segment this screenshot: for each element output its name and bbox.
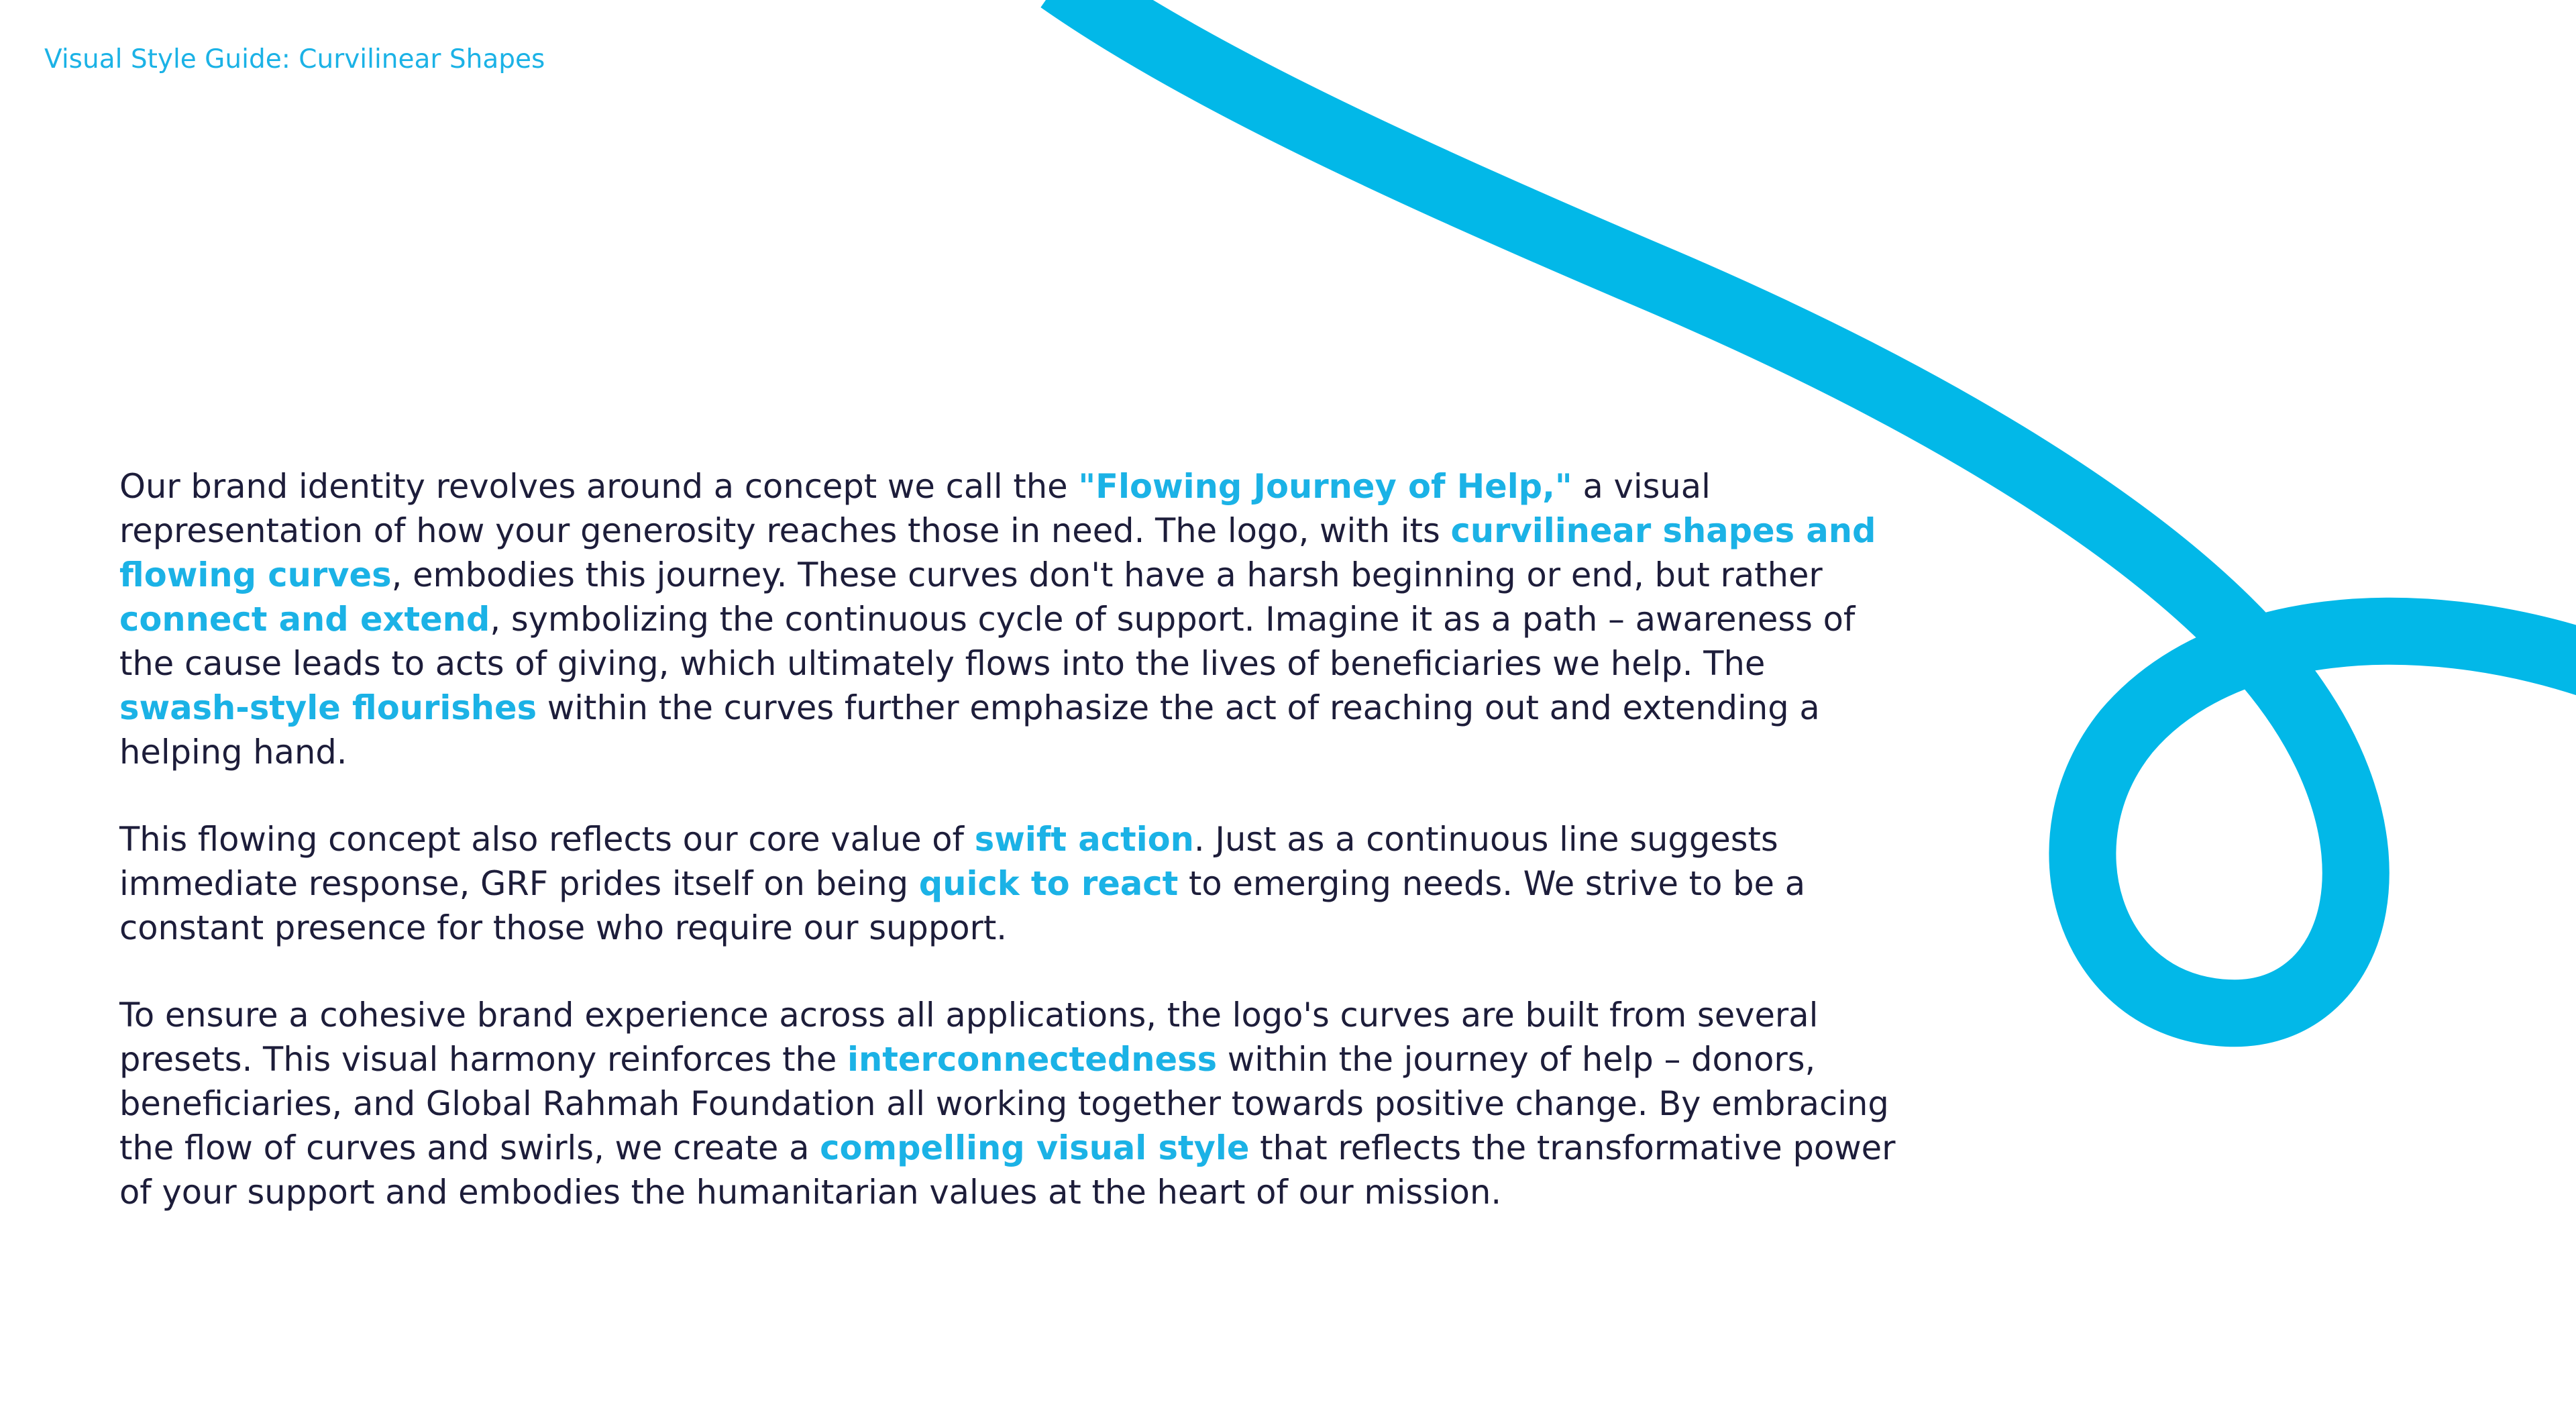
text-run: To ensure a cohesive brand experience across all applications, the logo's curves are built from several presets. This visual harmony reinforces the	[119, 996, 1819, 1079]
text-run: within the curves further emphasize the act of reaching out and extending a helping hand.	[119, 688, 1820, 772]
text-run: , embodies this journey. These curves don't have a harsh beginning or end, but rather	[391, 556, 1823, 594]
highlight-interconnectedness: interconnectedness	[847, 1040, 1218, 1079]
body-text	[119, 464, 1904, 1257]
paragraph-cohesive-brand	[119, 993, 1904, 1214]
highlight-quick-to-react: quick to react	[918, 864, 1179, 903]
highlight-compelling-visual-style: compelling visual style	[820, 1128, 1250, 1167]
text-run: a visual representation of how your generosity reaches those in need. The logo, with its	[119, 467, 1711, 550]
highlight-connect-extend: connect and extend	[119, 600, 490, 639]
text-run: This flowing concept also reflects our core value of	[119, 820, 975, 859]
text-run: to emerging needs. We strive to be a constant presence for those who require our support.	[119, 864, 1806, 947]
text-run: Our brand identity revolves around a concept we call the	[119, 467, 1079, 506]
paragraph-flowing-journey	[119, 464, 1904, 774]
page-header-title: Visual Style Guide: Curvilinear Shapes	[44, 44, 545, 74]
highlight-swift-action: swift action	[974, 820, 1194, 859]
highlight-swash-flourishes: swash-style flourishes	[119, 688, 537, 727]
text-run: . Just as a continuous line suggests immediate response, GRF prides itself on being	[119, 820, 1778, 903]
highlight-curvilinear-shapes: curvilinear shapes and flowing curves	[119, 511, 1876, 594]
paragraph-swift-action	[119, 817, 1904, 950]
highlight-flowing-journey: "Flowing Journey of Help,"	[1078, 467, 1572, 506]
text-run: within the journey of help – donors, beneficiaries, and Global Rahmah Foundation all working together towards positive change. By embracing the flow of curves and swirls, we create a	[119, 1040, 1889, 1167]
text-run: that reflects the transformative power of your support and embodies the humanitarian values at the heart of our mission.	[119, 1128, 1896, 1212]
text-run: , symbolizing the continuous cycle of support. Imagine it as a path – awareness of the cause leads to acts of giving, which ultimately flows into the lives of beneficiaries we help. The	[119, 600, 1856, 683]
